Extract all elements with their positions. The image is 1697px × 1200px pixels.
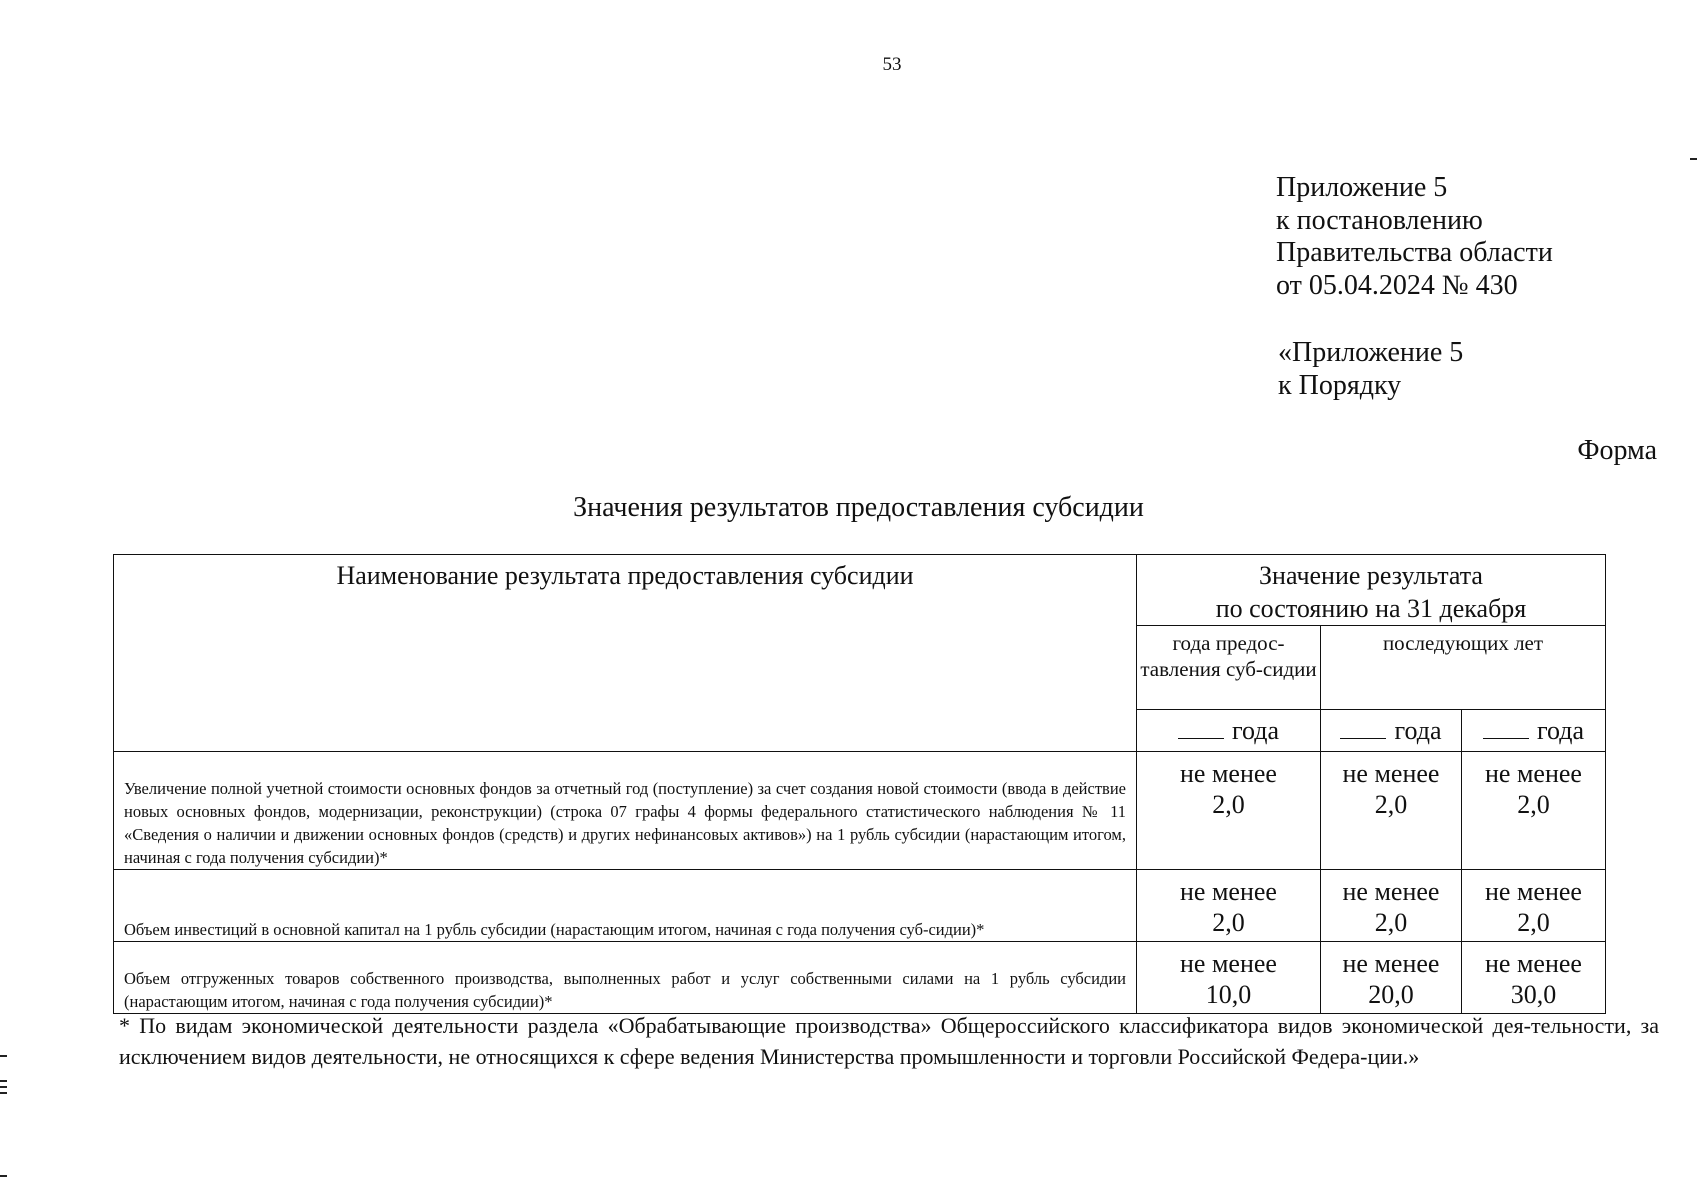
value-number: 20,0: [1368, 980, 1414, 1009]
value-prefix: не менее: [1485, 949, 1582, 978]
result-value-cell: [1137, 870, 1321, 942]
value-number: 10,0: [1205, 980, 1252, 1009]
header-value-line: по состоянию на 31 декабря: [1215, 594, 1527, 623]
value-prefix: не менее: [1342, 759, 1440, 788]
result-value-cell: [1321, 942, 1462, 1014]
table-row: [114, 752, 1606, 870]
year-word: года: [1536, 715, 1585, 745]
value-number: 2,0: [1517, 908, 1550, 937]
result-value-cell: [1137, 942, 1321, 1014]
result-value-cell: [1321, 870, 1462, 942]
result-name-cell: Объем отгруженных товаров собственного производства, выполненных работ и услуг собственными силами на 1 рубль субсидии (нарастающим итогом, начиная с года получения субсидии)*: [114, 942, 1137, 1014]
result-value-cell: [1462, 870, 1606, 942]
value-number: 2,0: [1212, 790, 1245, 819]
value-prefix: не менее: [1342, 877, 1440, 906]
scan-edge-mark: [0, 1092, 7, 1094]
footnote: * По видам экономической деятельности раздела «Обрабатывающие производства» Общероссийского классификатора видов экономической дея-тельности, за исключением видов деятельности, не относящихся к сфере ведения Министерства промышленности и торговли Российской Федера-ции.»: [119, 1013, 1659, 1069]
table-row: [114, 942, 1606, 1014]
order-reference-line: «Приложение 5: [1278, 337, 1464, 368]
value-number: 2,0: [1374, 790, 1408, 819]
year-blank-line: [1340, 718, 1386, 739]
result-name-cell: Увеличение полной учетной стоимости основных фондов за отчетный год (поступление) за счет создания новой стоимости (ввода в действие новых основных фондов, модернизации, реконструкции) (строка 07 графы 4 формы федерального статистического наблюдения № 11 «Сведения о наличии и движении основных фондов (средств) и других нефинансовых активов») на 1 рубль субсидии (нарастающим итогом, начиная с года получения субсидии)*: [114, 752, 1137, 870]
year-word: года: [1394, 715, 1442, 745]
value-prefix: не менее: [1485, 759, 1582, 788]
value-prefix: не менее: [1485, 877, 1582, 906]
value-prefix: не менее: [1180, 759, 1277, 788]
result-value-cell: [1462, 942, 1606, 1014]
value-prefix: не менее: [1342, 949, 1440, 978]
value-prefix: не менее: [1180, 949, 1277, 978]
scan-edge-mark: [0, 1086, 7, 1088]
year-blank-line: [1483, 718, 1529, 739]
appendix-line: к постановлению: [1276, 204, 1483, 236]
value-number: 2,0: [1517, 790, 1550, 819]
appendix-block: [1276, 172, 1553, 302]
order-reference-block: [1278, 337, 1463, 402]
value-number: 2,0: [1212, 908, 1245, 937]
appendix-line: Приложение 5: [1276, 172, 1448, 203]
scan-edge-mark: [0, 1055, 7, 1057]
result-value-cell: [1321, 752, 1462, 870]
form-label: Форма: [1577, 435, 1657, 466]
year-blank-line: [1178, 718, 1224, 739]
value-number: 2,0: [1374, 908, 1408, 937]
header-following-years: последующих лет: [1321, 626, 1606, 710]
header-result-value: [1137, 555, 1606, 626]
results-table: [113, 554, 1606, 1014]
result-value-cell: [1462, 752, 1606, 870]
header-result-name: Наименование результата предоставления субсидии: [114, 555, 1137, 752]
order-reference-line: к Порядку: [1278, 369, 1402, 401]
appendix-line: от 05.04.2024 № 430: [1276, 269, 1518, 301]
value-prefix: не менее: [1180, 877, 1277, 906]
header-year-cell: [1462, 710, 1606, 752]
scan-edge-mark: [1690, 158, 1697, 160]
result-name-cell: Объем инвестиций в основной капитал на 1 рубль субсидии (нарастающим итогом, начиная с года получения суб-сидии)*: [114, 870, 1137, 942]
result-value-cell: [1137, 752, 1321, 870]
table-row: [114, 870, 1606, 942]
header-year-cell: [1137, 710, 1321, 752]
document-title: Значения результатов предоставления субсидии: [573, 492, 1144, 523]
header-first-year: года предос-тавления суб-сидии: [1137, 626, 1321, 710]
appendix-line: Правительства области: [1276, 237, 1553, 268]
scan-edge-mark: [0, 1175, 7, 1177]
value-number: 30,0: [1510, 980, 1557, 1009]
header-value-line: Значение результата: [1259, 561, 1483, 590]
scan-edge-mark: [0, 1080, 7, 1082]
page-number: 53: [882, 54, 902, 75]
year-word: года: [1231, 715, 1280, 745]
header-year-cell: [1321, 710, 1462, 752]
